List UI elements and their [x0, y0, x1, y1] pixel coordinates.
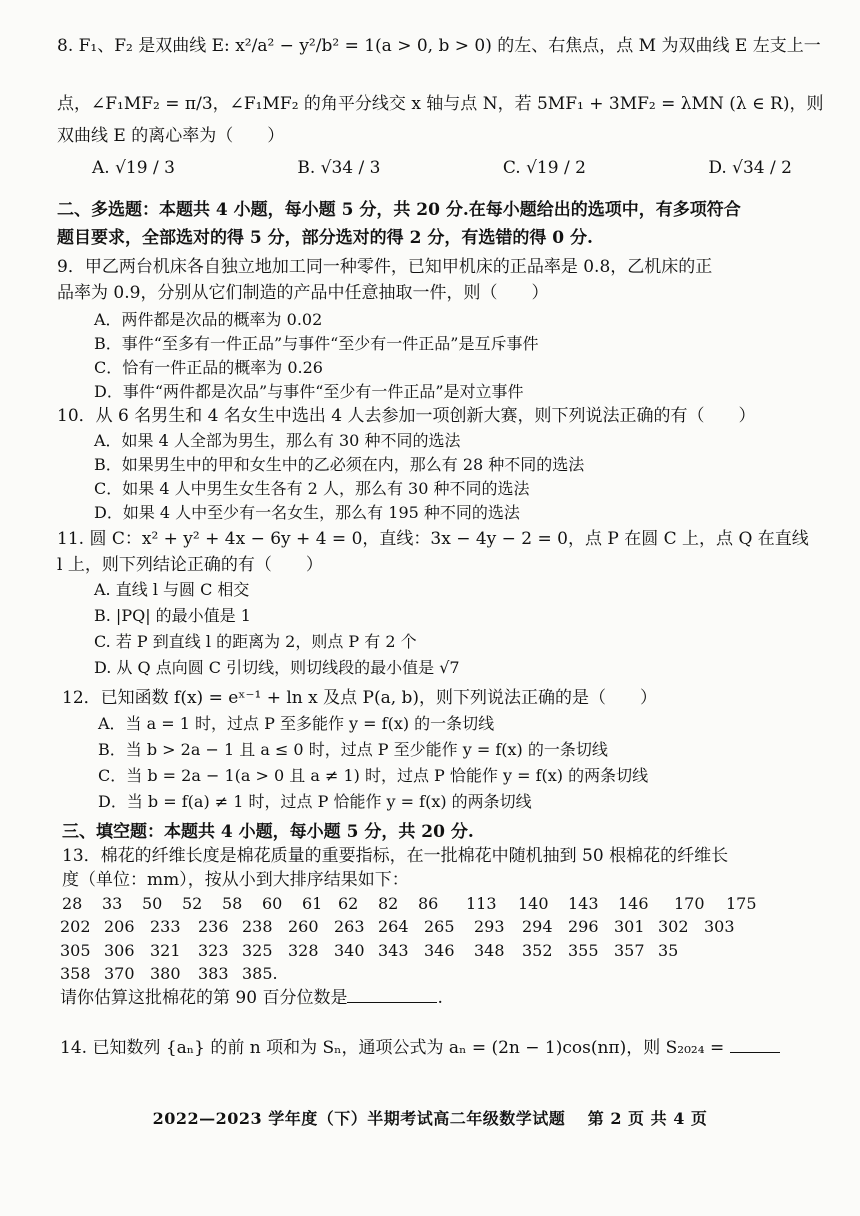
- data-value: 302: [658, 917, 689, 936]
- data-value: 28: [62, 894, 83, 913]
- data-value: 140: [518, 894, 549, 913]
- q14-answer-blank[interactable]: [730, 1038, 780, 1053]
- data-value: 175: [726, 894, 757, 913]
- data-value: 358: [60, 964, 91, 983]
- data-value: 301: [614, 917, 645, 936]
- data-value: 35: [658, 941, 679, 960]
- q8-line1: 8. F₁、F₂ 是双曲线 E: x²/a² − y²/b² = 1(a > 0, b > 0) 的左、右焦点，点 M 为双曲线 E 左支上一: [57, 36, 821, 56]
- data-value: 385.: [242, 964, 278, 983]
- data-value: 383: [198, 964, 229, 983]
- q11-option-c: C. 若 P 到直线 l 的距离为 2，则点 P 有 2 个: [94, 632, 417, 651]
- q10-option-b: B．如果男生中的甲和女生中的乙必须在内，那么有 28 种不同的选法: [94, 455, 585, 474]
- data-value: 380: [150, 964, 181, 983]
- q11-option-b: B. |PQ| 的最小值是 1: [94, 606, 251, 625]
- q13-question-text: 请你估算这批棉花的第 90 百分位数是: [60, 988, 348, 1008]
- q12-option-a: A．当 a = 1 时，过点 P 至多能作 y = f(x) 的一条切线: [98, 714, 495, 733]
- q13-data-row-2: [60, 917, 744, 936]
- data-value: 33: [102, 894, 123, 913]
- q11-line2: l 上，则下列结论正确的有（ ）: [57, 555, 323, 575]
- q8-option-d: D. √34 / 2: [708, 158, 792, 178]
- q10-line1: 10．从 6 名男生和 4 名女生中选出 4 人去参加一项创新大赛，则下列说法正确的有（ ）: [57, 406, 756, 426]
- q11-option-d: D. 从 Q 点向圆 C 引切线，则切线段的最小值是 √7: [94, 658, 460, 677]
- q9-line1: 9．甲乙两台机床各自独立地加工同一种零件，已知甲机床的正品率是 0.8，乙机床的正: [57, 257, 713, 277]
- data-value: 264: [378, 917, 409, 936]
- q9-option-d: D．事件“两件都是次品”与事件“至少有一件正品”是对立事件: [94, 382, 524, 401]
- data-value: 352: [522, 941, 553, 960]
- section2-heading-line1: 二、多选题：本题共 4 小题，每小题 5 分，共 20 分.在每小题给出的选项中，有多项符合: [57, 200, 741, 220]
- data-value: 260: [288, 917, 319, 936]
- data-value: 305: [60, 941, 91, 960]
- data-value: 355: [568, 941, 599, 960]
- section2-heading-line2: 题目要求，全部选对的得 5 分，部分选对的得 2 分，有选错的得 0 分.: [57, 228, 593, 248]
- q14-line1: [60, 1036, 780, 1060]
- data-value: 370: [104, 964, 135, 983]
- q13-line1: 13．棉花的纤维长度是棉花质量的重要指标，在一批棉花中随机抽到 50 根棉花的纤维长: [62, 846, 729, 866]
- data-value: 233: [150, 917, 181, 936]
- q12-option-d: D．当 b = f(a) ≠ 1 时，过点 P 恰能作 y = f(x) 的两条切线: [98, 792, 532, 811]
- q9-line2: 品率为 0.9，分别从它们制造的产品中任意抽取一件，则（ ）: [57, 283, 549, 303]
- data-value: 293: [474, 917, 505, 936]
- q9-option-b: B．事件“至多有一件正品”与事件“至少有一件正品”是互斥事件: [94, 334, 539, 353]
- data-value: 146: [618, 894, 649, 913]
- data-value: 348: [474, 941, 505, 960]
- q8-line2: 点，∠F₁MF₂ = π/3，∠F₁MF₂ 的角平分线交 x 轴与点 N，若 5MF₁ + 3MF₂ = λMN (λ ∈ R)，则: [57, 94, 824, 114]
- section3-heading: 三、填空题：本题共 4 小题，每小题 5 分，共 20 分.: [62, 822, 474, 842]
- data-value: 206: [104, 917, 135, 936]
- q8-option-c: C. √19 / 2: [502, 158, 586, 178]
- data-value: 303: [704, 917, 735, 936]
- data-value: 236: [198, 917, 229, 936]
- data-value: 86: [418, 894, 439, 913]
- q10-option-a: A．如果 4 人全部为男生，那么有 30 种不同的选法: [94, 431, 461, 450]
- q13-question-period: .: [437, 988, 443, 1008]
- q10-option-c: C．如果 4 人中男生女生各有 2 人，那么有 30 种不同的选法: [94, 479, 530, 498]
- data-value: 346: [424, 941, 455, 960]
- data-value: 328: [288, 941, 319, 960]
- data-value: 61: [302, 894, 323, 913]
- q8-line3: 双曲线 E 的离心率为（ ）: [57, 126, 285, 146]
- q13-data-row-3: [60, 941, 698, 960]
- q13-question: [60, 986, 443, 1010]
- q11-option-a: A. 直线 l 与圆 C 相交: [94, 580, 250, 599]
- data-value: 82: [378, 894, 399, 913]
- q13-data-row-1: [62, 894, 766, 913]
- data-value: 50: [142, 894, 163, 913]
- data-value: 357: [614, 941, 645, 960]
- q13-line2: 度（单位：mm），按从小到大排序结果如下：: [62, 870, 409, 890]
- q8-option-a: A. √19 / 3: [92, 158, 175, 178]
- data-value: 296: [568, 917, 599, 936]
- q13-answer-blank[interactable]: [347, 988, 437, 1003]
- data-value: 58: [222, 894, 243, 913]
- data-value: 265: [424, 917, 455, 936]
- q12-option-b: B．当 b > 2a − 1 且 a ≤ 0 时，过点 P 至少能作 y = f(x) 的一条切线: [98, 740, 608, 759]
- q12-line1: 12．已知函数 f(x) = eˣ⁻¹ + ln x 及点 P(a, b)，则下列说法正确的是（ ）: [62, 688, 658, 708]
- data-value: 113: [466, 894, 497, 913]
- data-value: 60: [262, 894, 283, 913]
- q12-option-c: C．当 b = 2a − 1(a > 0 且 a ≠ 1) 时，过点 P 恰能作 y = f(x) 的两条切线: [98, 766, 649, 785]
- data-value: 263: [334, 917, 365, 936]
- data-value: 238: [242, 917, 273, 936]
- data-value: 306: [104, 941, 135, 960]
- q9-option-c: C．恰有一件正品的概率为 0.26: [94, 358, 323, 377]
- data-value: 340: [334, 941, 365, 960]
- data-value: 52: [182, 894, 203, 913]
- data-value: 321: [150, 941, 181, 960]
- q14-question-text: 14. 已知数列 {aₙ} 的前 n 项和为 Sₙ，通项公式为 aₙ = (2n − 1)cos(nπ)，则 S₂₀₂₄ =: [60, 1038, 725, 1058]
- q13-data-row-4: [60, 964, 292, 983]
- data-value: 294: [522, 917, 553, 936]
- data-value: 202: [60, 917, 91, 936]
- q8-options: [92, 158, 792, 178]
- data-value: 343: [378, 941, 409, 960]
- q9-option-a: A．两件都是次品的概率为 0.02: [94, 310, 323, 329]
- data-value: 62: [338, 894, 359, 913]
- q11-line1: 11. 圆 C：x² + y² + 4x − 6y + 4 = 0，直线：3x − 4y − 2 = 0，点 P 在圆 C 上，点 Q 在直线: [57, 529, 809, 549]
- data-value: 325: [242, 941, 273, 960]
- data-value: 323: [198, 941, 229, 960]
- q8-option-b: B. √34 / 3: [297, 158, 381, 178]
- data-value: 170: [674, 894, 705, 913]
- data-value: 143: [568, 894, 599, 913]
- q10-option-d: D．如果 4 人中至少有一名女生，那么有 195 种不同的选法: [94, 503, 520, 522]
- page-footer: 2022—2023 学年度（下）半期考试高二年级数学试题 第 2 页 共 4 页: [152, 1109, 708, 1128]
